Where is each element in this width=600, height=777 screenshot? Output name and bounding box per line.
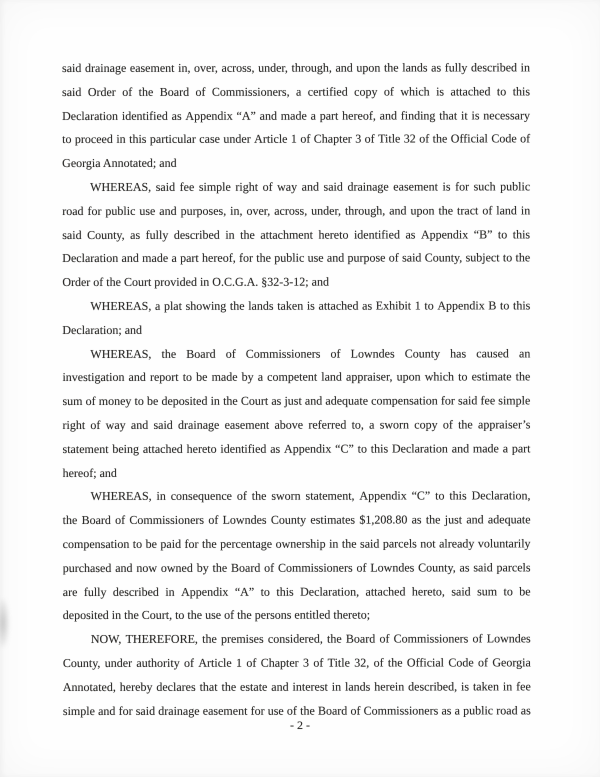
document-body bbox=[62, 56, 531, 723]
text-line: investigation and report to be made by a competent land appraiser, upon which to estimate the bbox=[62, 369, 531, 385]
text-line: NOW, THEREFORE, the premises considered, the Board of Commissioners of Lowndes bbox=[90, 631, 531, 647]
text-line: Order of the Court provided in O.C.G.A. §32-3-12; and bbox=[62, 274, 329, 290]
text-line: simple and for said drainage easement for use of the Board of Commissioners as a public road as bbox=[62, 702, 531, 718]
text-line: to proceed in this particular case under Article 1 of Chapter 3 of Title 32 of the Official Code of bbox=[62, 131, 531, 147]
text-line: WHEREAS, said fee simple right of way and said drainage easement is for such public bbox=[90, 179, 531, 194]
text-line: said County, as fully described in the attachment hereto identified as Appendix “B” to this bbox=[62, 226, 531, 242]
text-line: compensation to be paid for the percentage ownership in the said parcels not already voluntarily bbox=[62, 536, 531, 551]
text-line: Annotated, hereby declares that the estate and interest in lands herein described, is taken in fee bbox=[62, 679, 531, 694]
text-line: Georgia Annotated; and bbox=[62, 156, 177, 171]
text-line: right of way and said drainage easement above referred to, a sworn copy of the appraiser’s bbox=[62, 417, 531, 432]
text-line: County, under authority of Article 1 of Chapter 3 of Title 32, of the Official Code of Georgia bbox=[62, 655, 531, 670]
text-line: are fully described in Appendix “A” to this Declaration, attached hereto, said sum to be bbox=[62, 583, 531, 599]
text-line: the Board of Commissioners of Lowndes County estimates $1,208.80 as the just and adequate bbox=[62, 512, 531, 528]
text-line: purchased and now owned by the Board of Commissioners of Lowndes County, as said parcels bbox=[62, 560, 531, 575]
text-line: sum of money to be deposited in the Court as just and adequate compensation for said fee simple bbox=[62, 393, 531, 409]
text-line: Declaration and made a part hereof, for the public use and purpose of said County, subject to the bbox=[62, 250, 531, 266]
text-line: statement being attached hereto identified as Appendix “C” to this Declaration and made a part bbox=[62, 441, 531, 456]
text-line: hereof; and bbox=[62, 465, 117, 480]
text-line: WHEREAS, the Board of Commissioners of Lowndes County has caused an bbox=[90, 345, 531, 361]
text-line: said Order of the Board of Commissioners, a certified copy of which is attached to this bbox=[62, 84, 531, 99]
text-line: WHEREAS, in consequence of the sworn statement, Appendix “C” to this Declaration, bbox=[90, 488, 531, 504]
text-line: said drainage easement in, over, across, under, through, and upon the lands as fully described in bbox=[62, 60, 530, 75]
text-line: deposited in the Court, to the use of the persons entitled thereto; bbox=[62, 607, 371, 623]
scan-smudge-artifact bbox=[0, 598, 9, 648]
text-line: Declaration; and bbox=[62, 322, 143, 337]
page-number: - 2 - bbox=[290, 718, 310, 732]
text-line: road for public use and purposes, in, over, across, under, through, and upon the tract of land in bbox=[62, 203, 531, 218]
text-line: WHEREAS, a plat showing the lands taken is attached as Exhibit 1 to Appendix B to this bbox=[90, 298, 531, 313]
text-line: Declaration identified as Appendix “A” and made a part hereof, and finding that it is necessary bbox=[62, 107, 530, 123]
